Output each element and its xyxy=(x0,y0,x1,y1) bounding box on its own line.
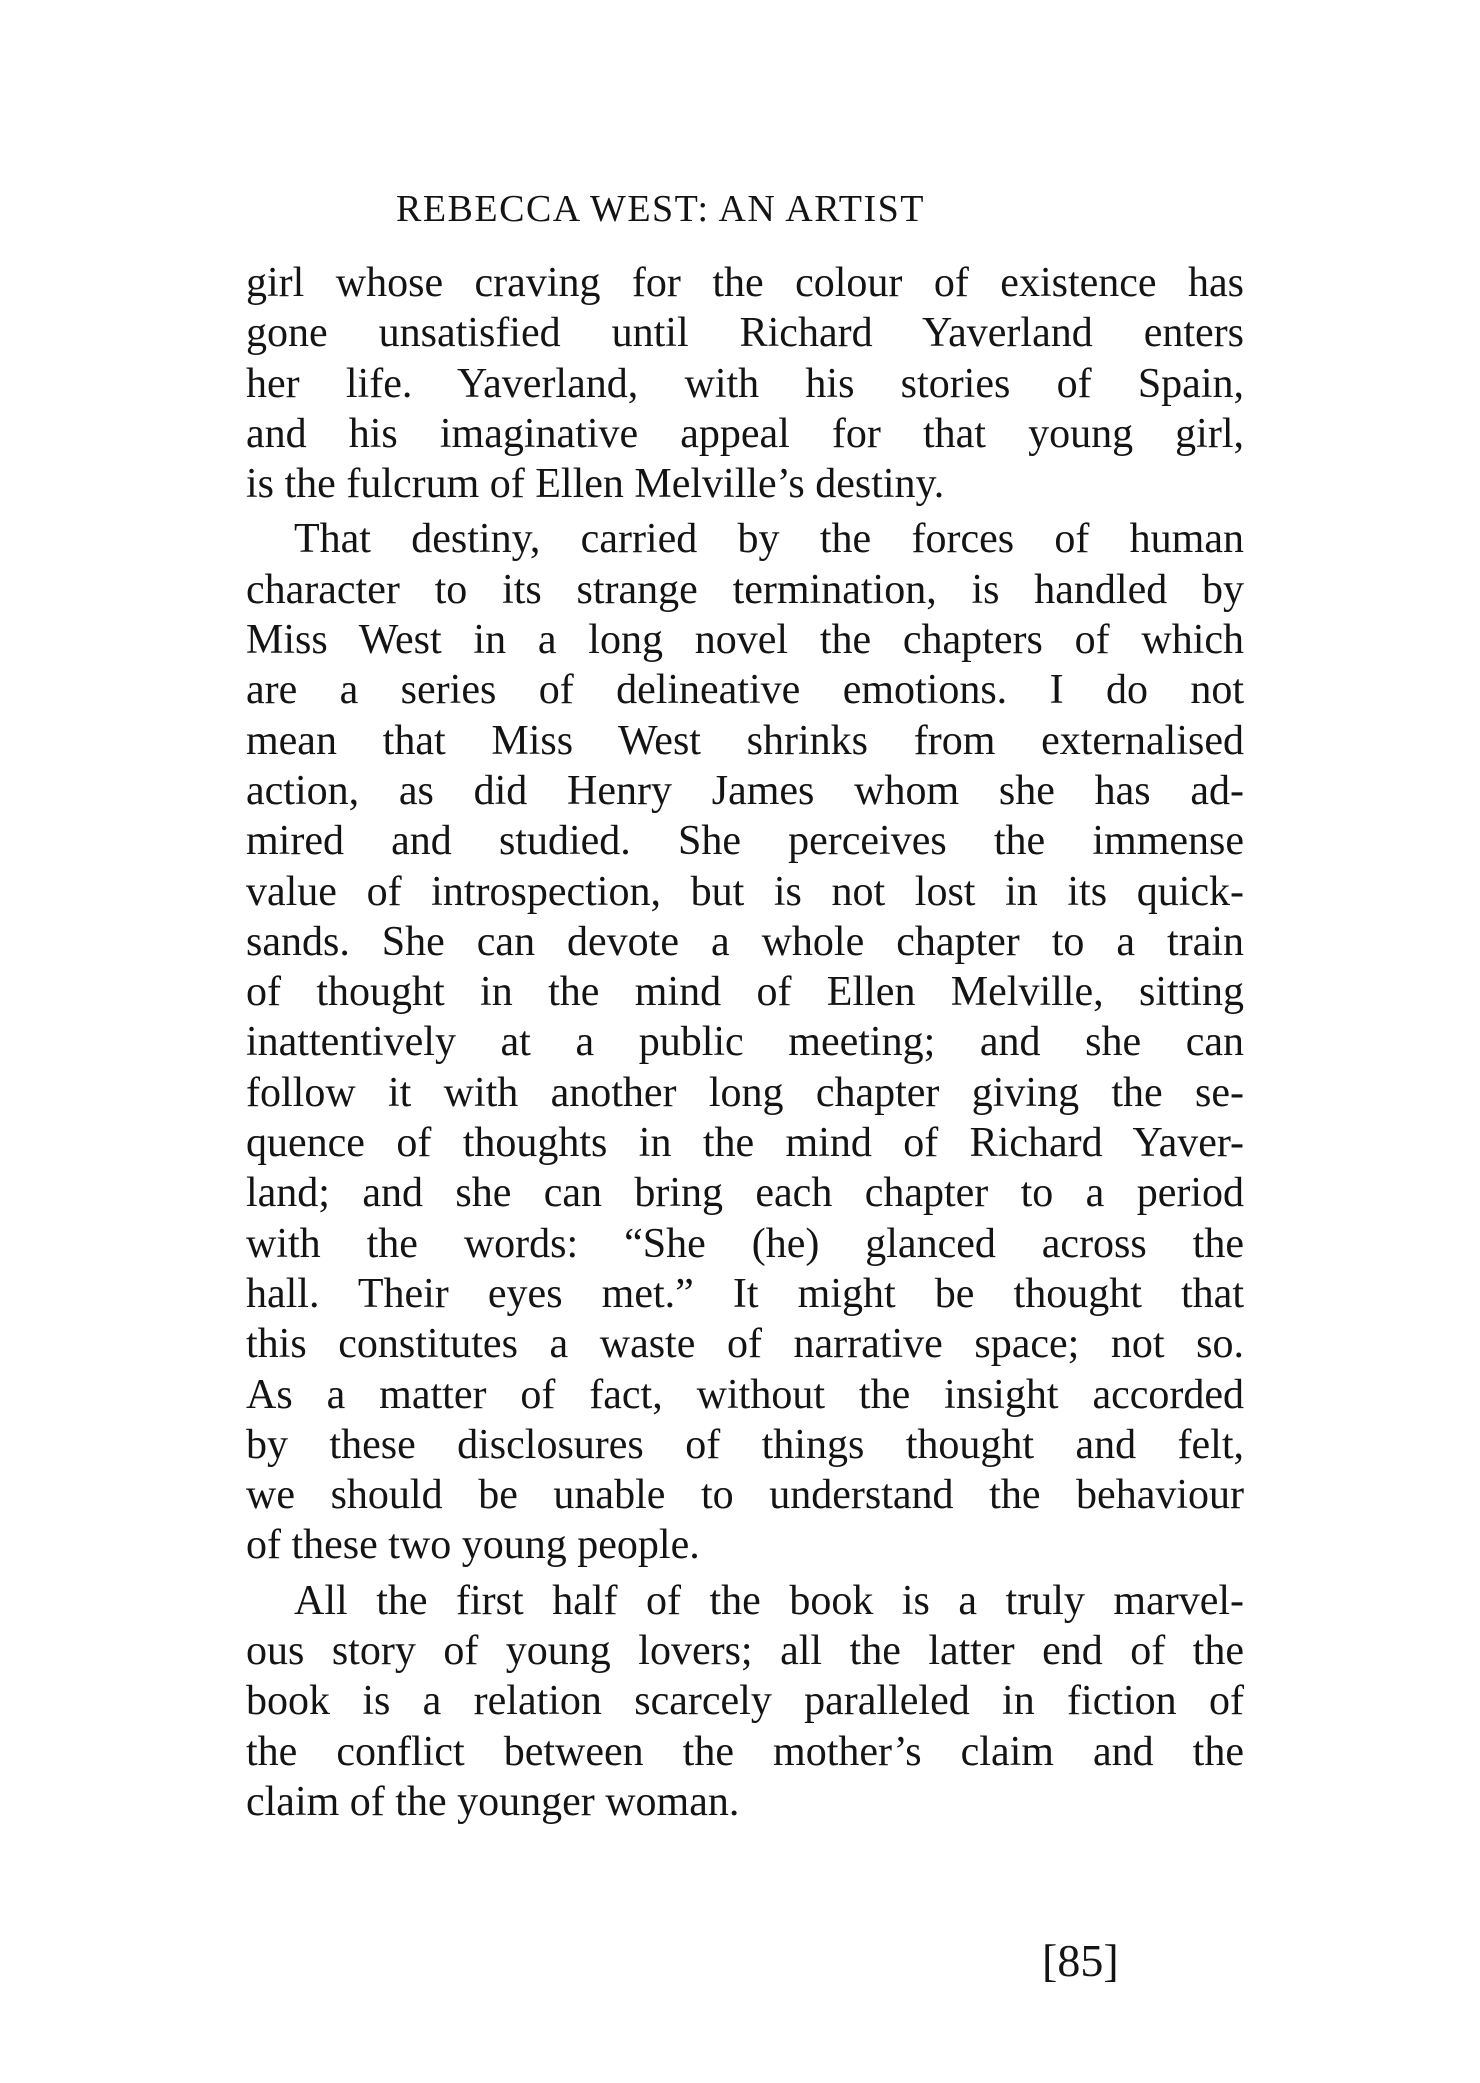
text-line: with the words: “She (he) glanced across the xyxy=(246,1220,1244,1267)
text-line: this constitutes a waste of narrative space; not so. xyxy=(246,1321,1244,1368)
body-text xyxy=(246,258,1244,1827)
text-line: of these two young people. xyxy=(246,1522,700,1569)
text-line: Miss West in a long novel the chapters of which xyxy=(246,617,1244,664)
text-line: land; and she can bring each chapter to a period xyxy=(246,1170,1244,1217)
text-line: follow it with another long chapter giving the se- xyxy=(246,1069,1244,1116)
text-line: character to its strange termination, is handled by xyxy=(246,566,1244,613)
text-line: claim of the younger woman. xyxy=(246,1778,740,1825)
text-line: mean that Miss West shrinks from externalised xyxy=(246,717,1244,764)
text-line: That destiny, carried by the forces of human xyxy=(294,516,1244,563)
text-line: value of introspection, but is not lost in its quick- xyxy=(246,868,1244,915)
text-line: book is a relation scarcely paralleled in fiction of xyxy=(246,1678,1244,1725)
text-line: hall. Their eyes met.” It might be thought that xyxy=(246,1270,1244,1317)
text-line: the conflict between the mother’s claim and the xyxy=(246,1728,1244,1775)
text-line: girl whose craving for the colour of existence has xyxy=(246,260,1244,306)
text-line: is the fulcrum of Ellen Melville’s destiny. xyxy=(246,461,945,508)
text-line: quence of thoughts in the mind of Richard Yaver- xyxy=(246,1120,1244,1167)
text-line: ous story of young lovers; all the latter end of the xyxy=(246,1628,1244,1675)
text-line: action, as did Henry James whom she has ad- xyxy=(246,767,1244,814)
text-line: by these disclosures of things thought and felt, xyxy=(246,1421,1244,1468)
page-number: [85] xyxy=(1042,1935,1119,1986)
text-line: of thought in the mind of Ellen Melville, sitting xyxy=(246,969,1244,1016)
text-line: we should be unable to understand the behaviour xyxy=(246,1472,1244,1519)
text-line: are a series of delineative emotions. I do not xyxy=(246,667,1244,714)
text-line: gone unsatisfied until Richard Yaverland enters xyxy=(246,310,1244,357)
text-line: inattentively at a public meeting; and she can xyxy=(246,1019,1244,1066)
paragraph xyxy=(246,258,1244,509)
text-line: her life. Yaverland, with his stories of Spain, xyxy=(246,360,1244,407)
paragraph xyxy=(246,1576,1244,1827)
text-line: mired and studied. She perceives the immense xyxy=(246,818,1244,865)
text-line: All the first half of the book is a truly marvel- xyxy=(294,1577,1244,1624)
text-line: and his imaginative appeal for that young girl, xyxy=(246,410,1244,457)
paragraph xyxy=(246,514,1244,1570)
running-head: REBECCA WEST: AN ARTIST xyxy=(396,188,925,230)
text-line: As a matter of fact, without the insight accorded xyxy=(246,1371,1244,1418)
text-line: sands. She can devote a whole chapter to a train xyxy=(246,918,1244,965)
